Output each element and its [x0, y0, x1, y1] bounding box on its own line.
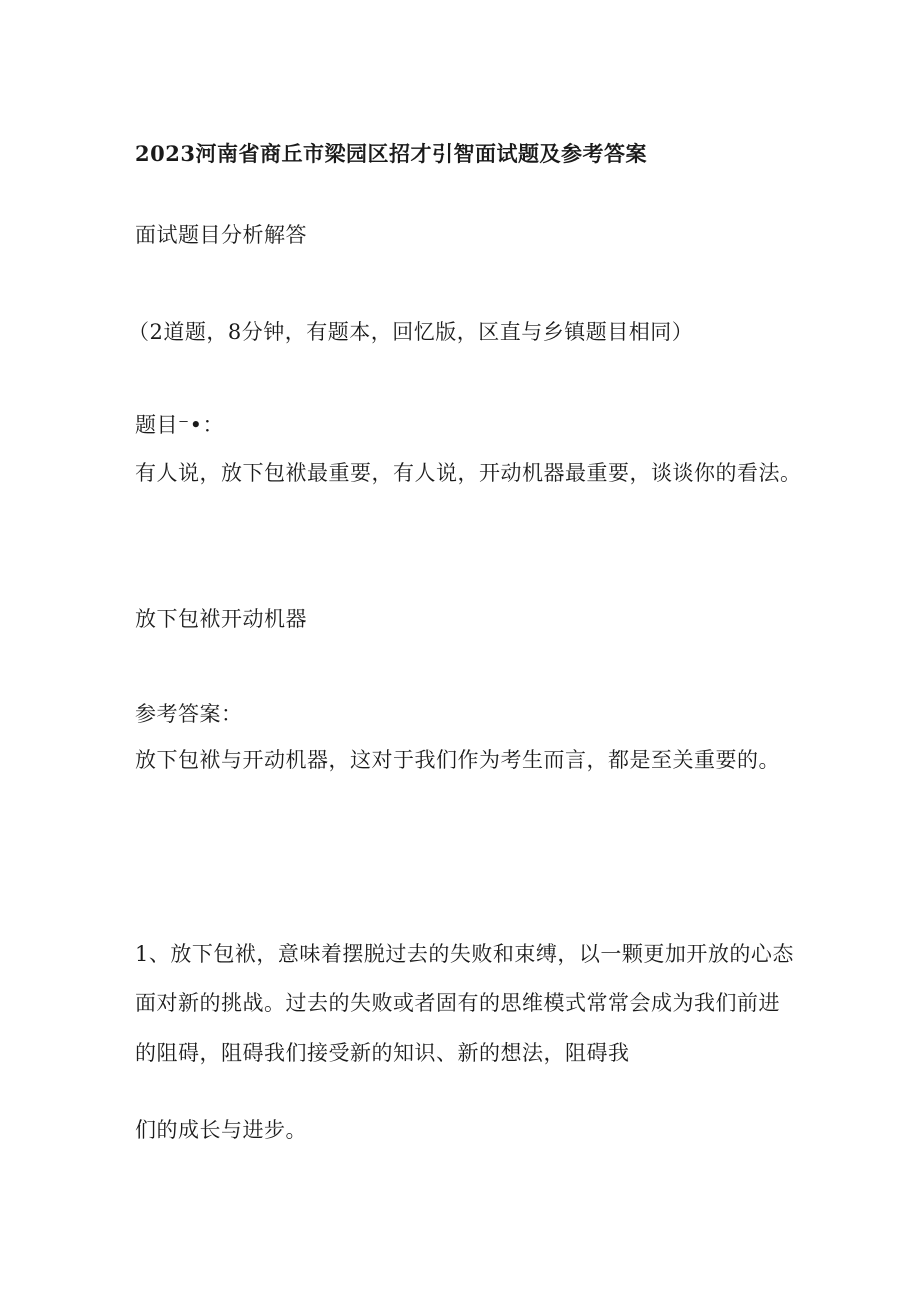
document-title: 2023河南省商丘市梁园区招才引智面试题及参考答案 [135, 141, 647, 166]
exam-note: （2道题，8分钟，有题本，回忆版，区直与乡镇题目相同） [128, 320, 694, 344]
keyword-line: 放下包袱开动机器 [135, 607, 307, 631]
answer-intro: 放下包袱与开动机器，这对于我们作为考生而言，都是至关重要的。 [135, 748, 780, 772]
question-text: 有人说，放下包袱最重要，有人说，开动机器最重要，谈谈你的看法。 [135, 461, 802, 485]
point1-line1: 1、放下包袱，意味着摆脱过去的失败和束缚，以一颗更加开放的心态 [135, 942, 794, 966]
answer-label: 参考答案： [135, 702, 243, 726]
point1-line2: 面对新的挑战。过去的失败或者固有的思维模式常常会成为我们前进 [135, 991, 780, 1015]
section-heading: 面试题目分析解答 [135, 223, 307, 247]
point1-line3: 的阻碍，阻碍我们接受新的知识、新的想法，阻碍我 [135, 1041, 630, 1065]
question-label: 题目⁻•： [135, 413, 224, 437]
point1-line4: 们的成长与进步。 [135, 1118, 307, 1142]
